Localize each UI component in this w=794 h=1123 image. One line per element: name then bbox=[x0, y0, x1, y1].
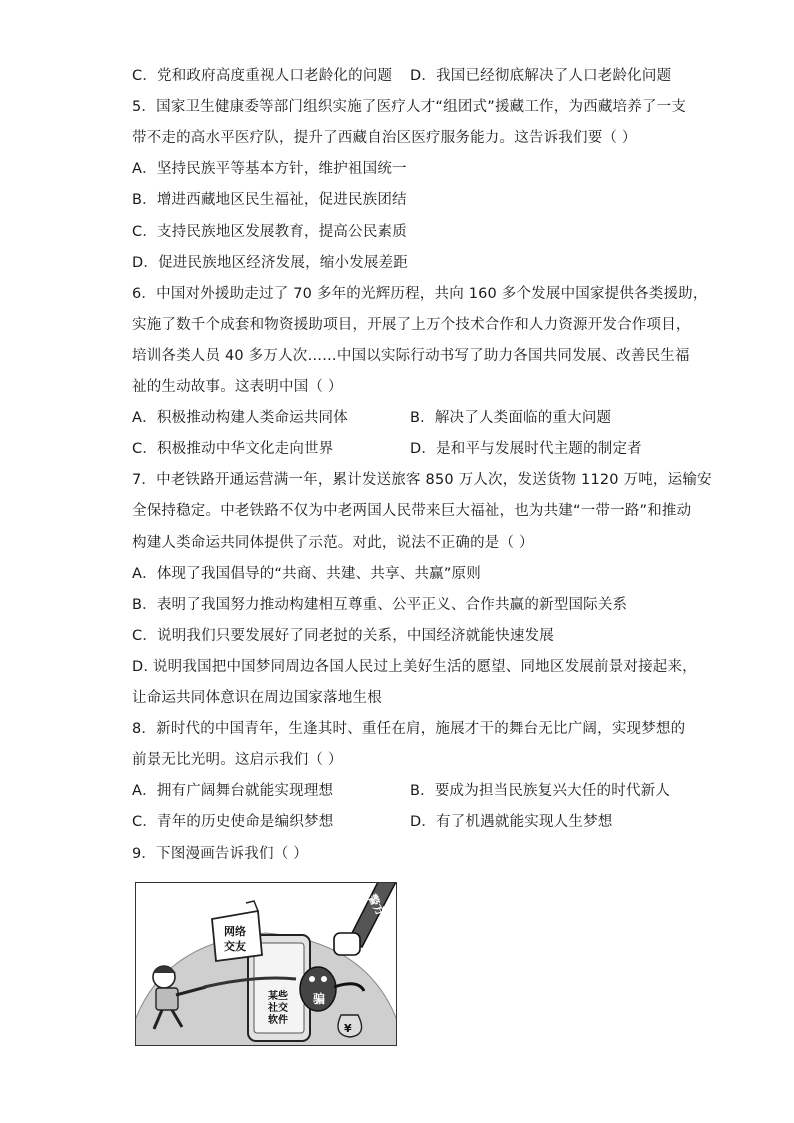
bag-label: ¥ bbox=[344, 1022, 352, 1035]
line-text: 6．中国对外援助走过了 70 多年的光辉历程，共向 160 多个发展中国家提供各类援助， bbox=[132, 285, 708, 302]
text-line bbox=[132, 190, 407, 210]
text-line bbox=[132, 253, 408, 273]
text-line bbox=[132, 501, 691, 521]
line-text: 培训各类人员 40 多万人次……中国以实际行动书写了助力各国共同发展、改善民生福 bbox=[132, 347, 690, 364]
line-text: C．党和政府高度重视人口老龄化的问题 bbox=[132, 68, 393, 84]
text-line bbox=[132, 439, 642, 459]
line-text: C．支持民族地区发展教育，提高公民素质 bbox=[132, 223, 407, 240]
text-line bbox=[132, 128, 637, 148]
line-text: A．体现了我国倡导的“共商、共建、共享、共赢”原则 bbox=[132, 565, 481, 582]
text-line bbox=[132, 66, 672, 86]
text-line bbox=[132, 346, 690, 366]
line-text: 实施了数千个成套和物资援助项目，开展了上万个技术合作和人力资源开发合作项目， bbox=[132, 316, 691, 333]
phone-label-2: 社交 bbox=[268, 1003, 288, 1014]
text-line bbox=[132, 657, 697, 677]
line-option-right: D．有了机遇就能实现人生梦想 bbox=[410, 814, 613, 831]
phone-label-1: 某些 bbox=[268, 991, 288, 1002]
sign-label-2: 交友 bbox=[224, 940, 246, 953]
police-label: 警方 bbox=[365, 892, 388, 918]
line-text: B．表明了我国努力推动构建相互尊重、公平正义、合作共赢的新型国际关系 bbox=[132, 596, 628, 613]
text-line bbox=[132, 315, 691, 335]
text-line bbox=[132, 750, 343, 770]
line-option-right: D．是和平与发展时代主题的制定者 bbox=[410, 441, 642, 458]
line-text: 5．国家卫生健康委等部门组织实施了医疗人才“组团式”援藏工作，为西藏培养了一支 bbox=[132, 99, 687, 116]
line-text: 前景无比光明。这启示我们（ ） bbox=[132, 752, 343, 769]
sign-label-1: 网络 bbox=[224, 925, 246, 938]
line-text: D. 说明我国把中国梦同周边各国人民过上美好生活的愿望、同地区发展前景对接起来， bbox=[132, 658, 697, 675]
line-text: 祉的生动故事。这表明中国（ ） bbox=[132, 379, 343, 395]
line-text: D．促进民族地区经济发展，缩小发展差距 bbox=[132, 254, 408, 271]
text-line bbox=[132, 595, 627, 615]
text-line bbox=[132, 626, 554, 646]
cartoon-drawing bbox=[136, 883, 396, 1045]
text-line bbox=[132, 844, 308, 864]
line-text: A．拥有广阔舞台就能实现理想 bbox=[132, 783, 334, 800]
line-text: 构建人类命运共同体提供了示范。对此，说法不正确的是（ ） bbox=[132, 534, 534, 551]
line-text: C．青年的历史使命是编织梦想 bbox=[132, 814, 334, 831]
text-line bbox=[132, 408, 612, 428]
text-line bbox=[132, 284, 708, 304]
text-line bbox=[132, 533, 534, 553]
sign-figure bbox=[212, 901, 262, 961]
line-text: C．积极推动中华文化走向世界 bbox=[132, 441, 334, 458]
line-option-right: B．要成为担当民族复兴大任的时代新人 bbox=[410, 783, 671, 800]
text-line bbox=[132, 688, 382, 708]
money-bag bbox=[338, 1015, 362, 1037]
text-line bbox=[132, 222, 407, 242]
line-text: A．积极推动构建人类命运共同体 bbox=[132, 410, 348, 427]
police-arm bbox=[334, 883, 396, 955]
line-option-right: B．解决了人类面临的重大问题 bbox=[410, 410, 612, 427]
line-text: 8．新时代的中国青年，生逢其时、重任在肩，施展才干的舞台无比广阔，实现梦想的 bbox=[132, 721, 686, 738]
line-text: 全保持稳定。中老铁路不仅为中老两国人民带来巨大福祉，也为共建“一带一路”和推动 bbox=[132, 503, 692, 520]
line-text: 9．下图漫画告诉我们（ ） bbox=[132, 845, 308, 862]
text-line bbox=[132, 781, 671, 801]
text-line bbox=[132, 564, 481, 584]
text-line bbox=[132, 97, 686, 117]
line-text: C．说明我们只要发展好了同老挝的关系，中国经济就能快速发展 bbox=[132, 627, 554, 644]
line-text: A．坚持民族平等基本方针，维护祖国统一 bbox=[132, 161, 407, 178]
line-text: 让命运共同体意识在周边国家落地生根 bbox=[132, 690, 382, 706]
cartoon-image bbox=[135, 882, 397, 1046]
text-line bbox=[132, 470, 712, 490]
text-line bbox=[132, 377, 343, 397]
line-option-right: D．我国已经彻底解决了人口老龄化问题 bbox=[410, 68, 672, 84]
text-line bbox=[132, 719, 685, 739]
monster-label: 骗 bbox=[313, 992, 326, 1006]
line-text: 7．中老铁路开通运营满一年，累计发送旅客 850 万人次，发送货物 1120 万吨，运输安 bbox=[132, 472, 712, 489]
line-text: 带不走的高水平医疗队，提升了西藏自治区医疗服务能力。这告诉我们要（ ） bbox=[132, 130, 637, 147]
text-line bbox=[132, 812, 613, 832]
text-line bbox=[132, 159, 407, 179]
line-text: B．增进西藏地区民生福祉，促进民族团结 bbox=[132, 192, 407, 209]
phone-label-3: 软件 bbox=[268, 1015, 288, 1026]
